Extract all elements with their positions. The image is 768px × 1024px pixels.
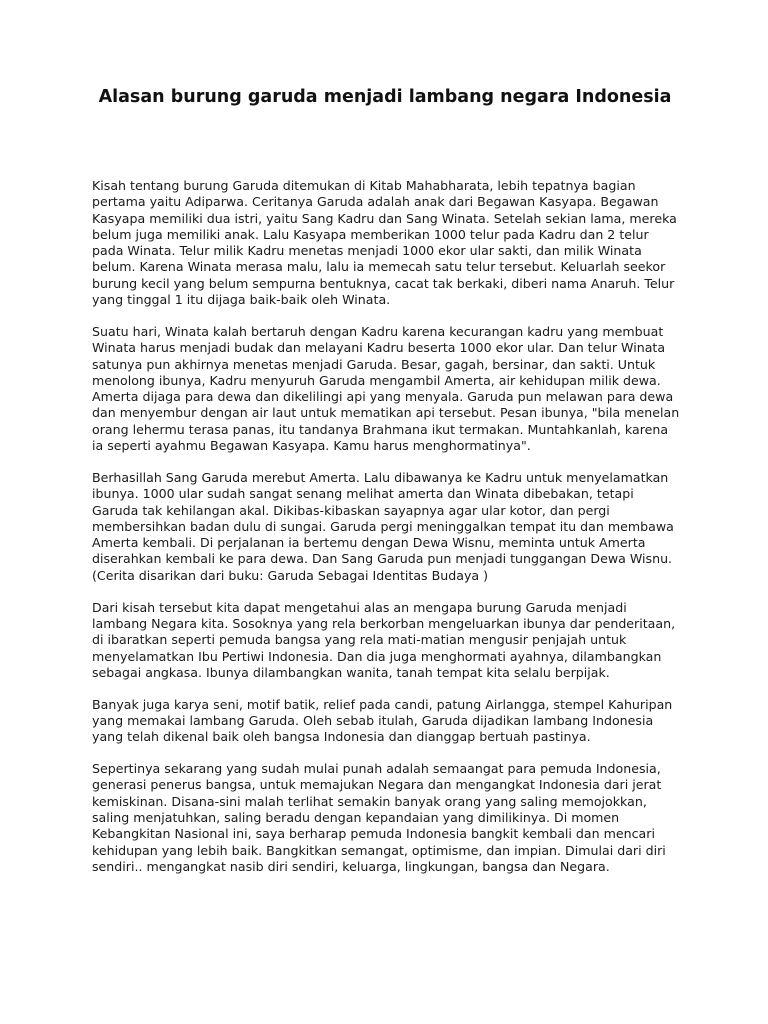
paragraph-2: Suatu hari, Winata kalah bertaruh dengan Kadru karena kecurangan kadru yang membuat Winata harus menjadi budak dan melayani Kadru beserta 1000 ekor ular. Dan telur Winata satunya pun akhirnya menetas menjadi Garuda. Besar, gagah, bersinar, dan sakti. Untuk menolong ibunya, Kadru menyuruh Garuda mengambil Amerta, air kehidupan milik dewa. Amerta dijaga para dewa dan dikelilingi api yang menyala. Garuda pun melawan para dewa dan menyembur dengan air laut untuk mematikan api tersebut. Pesan ibunya, "bila menelan orang lehermu terasa panas, itu tandanya Brahmana ikut termakan. Muntahkanlah, karena ia seperti ayahmu Begawan Kasyapa. Kamu harus menghormatinya". <box>92 323 680 454</box>
document-title: Alasan burung garuda menjadi lambang negara Indonesia <box>98 87 672 107</box>
document-body <box>92 178 682 891</box>
paragraph-5: Banyak juga karya seni, motif batik, relief pada candi, patung Airlangga, stempel Kahuripan yang memakai lambang Garuda. Oleh sebab itulah, Garuda dijadikan lambang Indonesia yang telah dikenal baik oleh bangsa Indonesia dan dianggap bertuah pastinya. <box>92 696 673 745</box>
paragraph-3: Berhasillah Sang Garuda merebut Amerta. Lalu dibawanya ke Kadru untuk menyelamatkan ibunya. 1000 ular sudah sangat senang melihat amerta dan Winata dibebakan, tetapi Garuda tak kehilangan akal. Dikibas-kibaskan sayapnya agar ular kotor, dan pergi membersihkan badan dulu di sungai. Garuda pergi meninggalkan tempat itu dan membawa Amerta kembali. Di perjalanan ia bertemu dengan Dewa Wisnu, meminta untuk Amerta diserahkan kembali ke para dewa. Dan Sang Garuda pun menjadi tunggangan Dewa Wisnu. (Cerita disarikan dari buku: Garuda Sebagai Identitas Budaya ) <box>92 469 674 583</box>
paragraph-4: Dari kisah tersebut kita dapat mengetahui alas an mengapa burung Garuda menjadi lambang Negara kita. Sosoknya yang rela berkorban mengeluarkan ibunya dar penderitaan, di ibaratkan seperti pemuda bangsa yang rela mati-matian mengusir penjajah untuk menyelamatkan Ibu Pertiwi Indonesia. Dan dia juga menghormati ayahnya, dilambangkan sebagai angkasa. Ibunya dilambangkan wanita, tanah tempat kita selalu berpijak. <box>92 599 676 680</box>
paragraph-6: Sepertinya sekarang yang sudah mulai punah adalah semaangat para pemuda Indonesia, generasi penerus bangsa, untuk memajukan Negara dan mengangkat Indonesia dari jerat kemiskinan. Disana-sini malah terlihat semakin banyak orang yang saling memojokkan, saling menjatuhkan, saling beradu dengan kepandaian yang dimilikinya. Di momen Kebangkitan Nasional ini, saya berharap pemuda Indonesia bangkit kembali dan mencari kehidupan yang lebih baik. Bangkitkan semangat, optimisme, dan impian. Dimulai dari diri sendiri.. mengangkat nasib diri sendiri, keluarga, lingkungan, bangsa dan Negara. <box>92 761 666 874</box>
paragraph-1: Kisah tentang burung Garuda ditemukan di Kitab Mahabharata, lebih tepatnya bagian pertama yaitu Adiparwa. Ceritanya Garuda adalah anak dari Begawan Kasyapa. Begawan Kasyapa memiliki dua istri, yaitu Sang Kadru dan Sang Winata. Setelah sekian lama, mereka belum juga memiliki anak. Lalu Kasyapa memberikan 1000 telur pada Kadru dan 2 telur pada Winata. Telur milik Kadru menetas menjadi 1000 ekor ular sakti, dan milik Winata belum. Karena Winata merasa malu, lalu ia memecah satu telur tersebut. Keluarlah seekor burung kecil yang belum sempurna bentuknya, cacat tak berkaki, diberi nama Anaruh. Telur yang tinggal 1 itu dijaga baik-baik oleh Winata. <box>92 178 677 308</box>
